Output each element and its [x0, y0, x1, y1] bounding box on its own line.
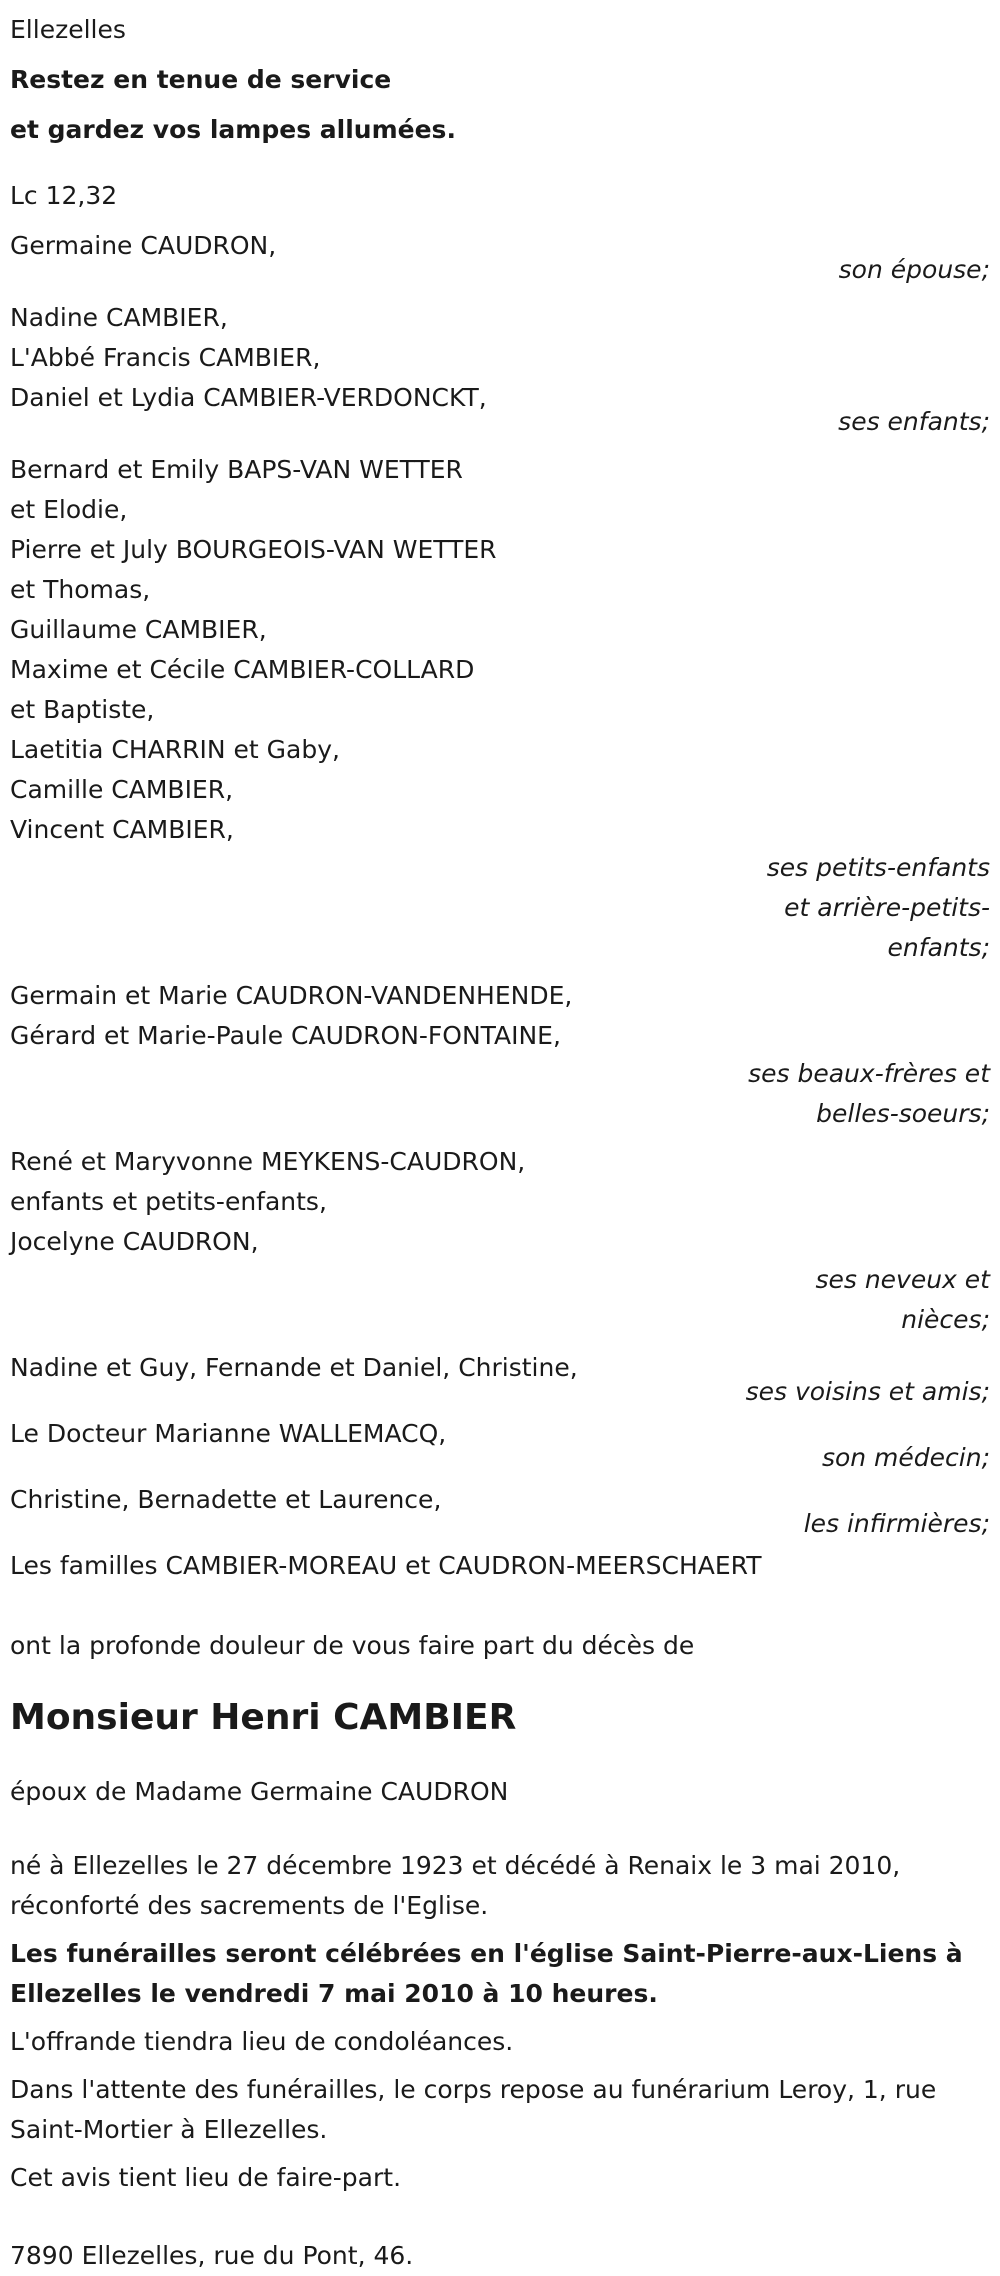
role-line: enfants;: [887, 933, 990, 962]
list-item: Camille CAMBIER,: [10, 775, 234, 804]
body-rest-paragraph: [10, 2070, 990, 2150]
role-line: ses beaux-frères et: [748, 1059, 990, 1088]
list-item: Bernard et Emily BAPS-VAN WETTER: [10, 455, 463, 484]
paragraph-line: Les funérailles seront célébrées en l'église Saint-Pierre-aux-Liens à: [10, 1939, 963, 1968]
spouse-name: Germaine CAUDRON,: [10, 231, 277, 260]
list-item: et Elodie,: [10, 495, 128, 524]
role-line: nièces;: [901, 1305, 990, 1334]
place-header: Ellezelles: [10, 15, 126, 44]
neighbours-role: ses voisins et amis;: [745, 1377, 990, 1406]
spouse-of: époux de Madame Germaine CAUDRON: [10, 1777, 509, 1806]
in-laws-role: [10, 1054, 990, 1134]
list-item: Guillaume CAMBIER,: [10, 615, 267, 644]
address: 7890 Ellezelles, rue du Pont, 46.: [10, 2241, 414, 2270]
birth-death-paragraph: [10, 1846, 990, 1926]
nephews-list: [10, 1142, 990, 1262]
list-item: enfants et petits-enfants,: [10, 1187, 327, 1216]
list-item: Pierre et July BOURGEOIS-VAN WETTER: [10, 535, 497, 564]
funeral-paragraph: [10, 1934, 990, 2014]
announcement-intro: ont la profonde douleur de vous faire part du décès de: [10, 1631, 695, 1660]
neighbours: Nadine et Guy, Fernande et Daniel, Christine,: [10, 1353, 578, 1382]
paragraph-line: Ellezelles le vendredi 7 mai 2010 à 10 heures.: [10, 1979, 658, 2008]
role-line: ses petits-enfants: [766, 853, 990, 882]
grandchildren-role: [10, 848, 990, 968]
list-item: Daniel et Lydia CAMBIER-VERDONCKT,: [10, 383, 487, 412]
notice: Cet avis tient lieu de faire-part.: [10, 2163, 402, 2192]
grandchildren-list: [10, 450, 990, 850]
list-item: et Baptiste,: [10, 695, 155, 724]
role-line: ses neveux et: [815, 1265, 990, 1294]
obituary-document: [10, 10, 990, 2276]
deceased-name: Monsieur Henri CAMBIER: [10, 1697, 517, 1738]
quote-line-1: Restez en tenue de service: [10, 65, 392, 94]
list-item: Nadine CAMBIER,: [10, 303, 228, 332]
nephews-role: [10, 1260, 990, 1340]
list-item: Laetitia CHARRIN et Gaby,: [10, 735, 340, 764]
doctor: Le Docteur Marianne WALLEMACQ,: [10, 1419, 447, 1448]
list-item: Maxime et Cécile CAMBIER-COLLARD: [10, 655, 475, 684]
list-item: Germain et Marie CAUDRON-VANDENHENDE,: [10, 981, 573, 1010]
list-item: Gérard et Marie-Paule CAUDRON-FONTAINE,: [10, 1021, 561, 1050]
children-list: [10, 298, 990, 418]
paragraph-line: Dans l'attente des funérailles, le corps repose au funérarium Leroy, 1, rue: [10, 2075, 937, 2104]
role-line: et arrière-petits-: [784, 893, 990, 922]
list-item: Vincent CAMBIER,: [10, 815, 234, 844]
paragraph-line: Saint-Mortier à Ellezelles.: [10, 2115, 328, 2144]
in-laws-list: [10, 976, 990, 1056]
paragraph-line: réconforté des sacrements de l'Eglise.: [10, 1891, 489, 1920]
list-item: et Thomas,: [10, 575, 151, 604]
children-role: ses enfants;: [838, 407, 990, 436]
nurses-role: les infirmières;: [803, 1509, 990, 1538]
list-item: René et Maryvonne MEYKENS-CAUDRON,: [10, 1147, 526, 1176]
offering: L'offrande tiendra lieu de condoléances.: [10, 2027, 514, 2056]
nurses: Christine, Bernadette et Laurence,: [10, 1485, 442, 1514]
role-line: belles-soeurs;: [816, 1099, 990, 1128]
list-item: Jocelyne CAUDRON,: [10, 1227, 259, 1256]
quote-line-2: et gardez vos lampes allumées.: [10, 115, 456, 144]
families: Les familles CAMBIER-MOREAU et CAUDRON-MEERSCHAERT: [10, 1551, 762, 1580]
spouse-role: son épouse;: [838, 255, 990, 284]
doctor-role: son médecin;: [821, 1443, 990, 1472]
paragraph-line: né à Ellezelles le 27 décembre 1923 et décédé à Renaix le 3 mai 2010,: [10, 1851, 901, 1880]
list-item: L'Abbé Francis CAMBIER,: [10, 343, 321, 372]
scripture-reference: Lc 12,32: [10, 181, 118, 210]
